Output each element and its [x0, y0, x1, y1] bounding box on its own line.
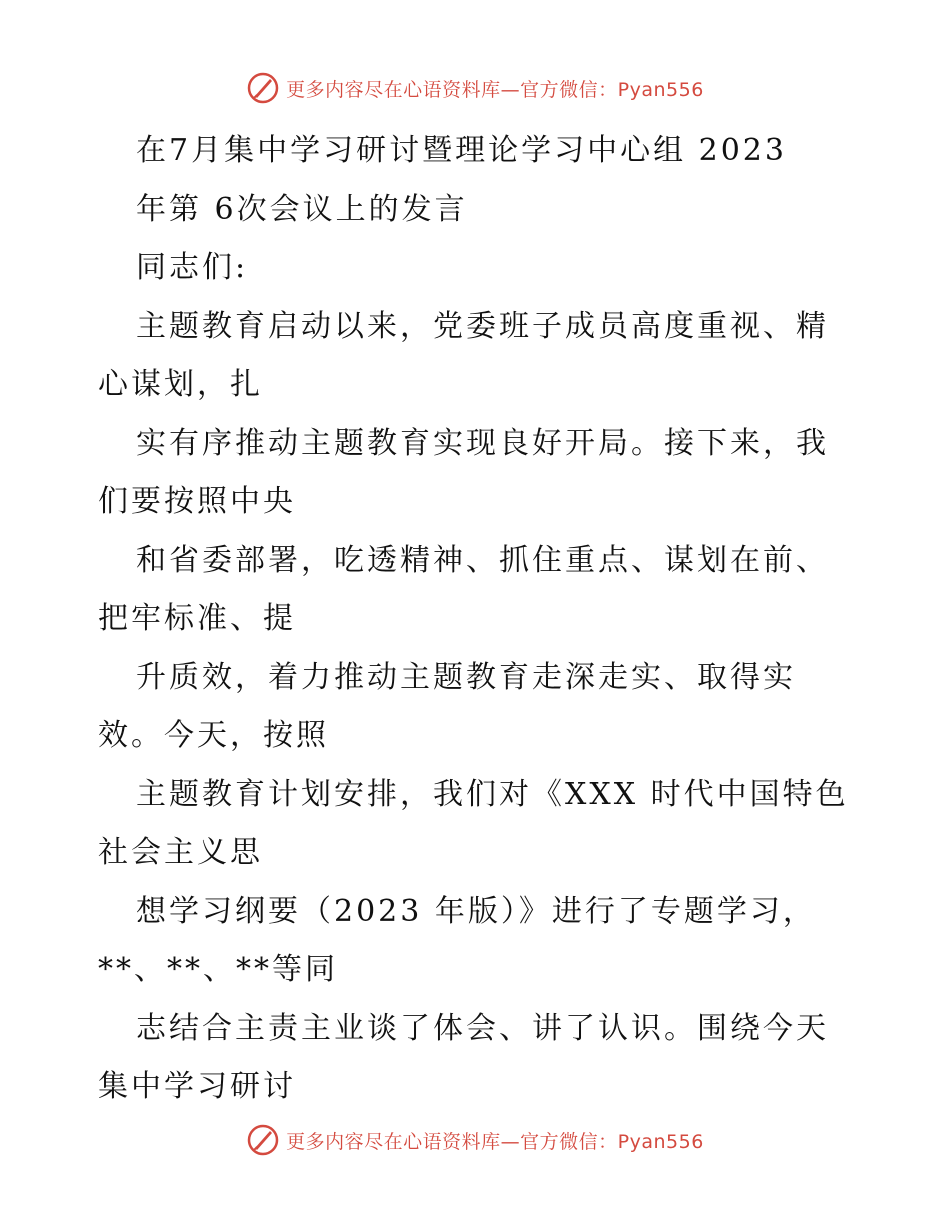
text-line: 志结合主责主业谈了体会、讲了认识。围绕今天	[136, 1010, 829, 1046]
text-line: 主题教育启动以来，党委班子成员高度重视、精	[136, 308, 829, 344]
text-line: 集中学习研讨	[98, 1069, 296, 1104]
text-line: 社会主义思	[98, 835, 263, 870]
text-line: 们要按照中央	[98, 484, 296, 519]
feather-pen-icon	[246, 1123, 280, 1157]
text-line: 实有序推动主题教育实现良好开局。接下来，我	[136, 425, 829, 461]
watermark-text: 更多内容尽在心语资料库—官方微信：Pyan556	[286, 1130, 704, 1153]
watermark-text: 更多内容尽在心语资料库—官方微信：Pyan556	[286, 78, 704, 101]
text-line: 效。今天，按照	[98, 718, 329, 753]
text-line: 把牢标准、提	[98, 601, 296, 636]
text-line: 在7月集中学习研讨暨理论学习中心组 2023	[136, 133, 787, 168]
text-line: 心谋划，扎	[98, 367, 263, 402]
text-line: **、**、**等同	[98, 952, 338, 987]
text-line: 年第 6次会议上的发言	[136, 191, 468, 227]
watermark-footer	[0, 1122, 950, 1158]
text-line: 和省委部署，吃透精神、抓住重点、谋划在前、	[136, 542, 829, 578]
watermark-header	[0, 70, 950, 106]
feather-pen-icon	[246, 71, 280, 105]
document-body	[98, 122, 858, 1117]
text-line: 主题教育计划安排，我们对《XXX 时代中国特色	[136, 776, 849, 812]
text-line: 升质效，着力推动主题教育走深走实、取得实	[136, 659, 796, 695]
text-line: 同志们:	[136, 250, 249, 285]
text-line: 想学习纲要（2023 年版）》进行了专题学习，	[136, 893, 816, 929]
